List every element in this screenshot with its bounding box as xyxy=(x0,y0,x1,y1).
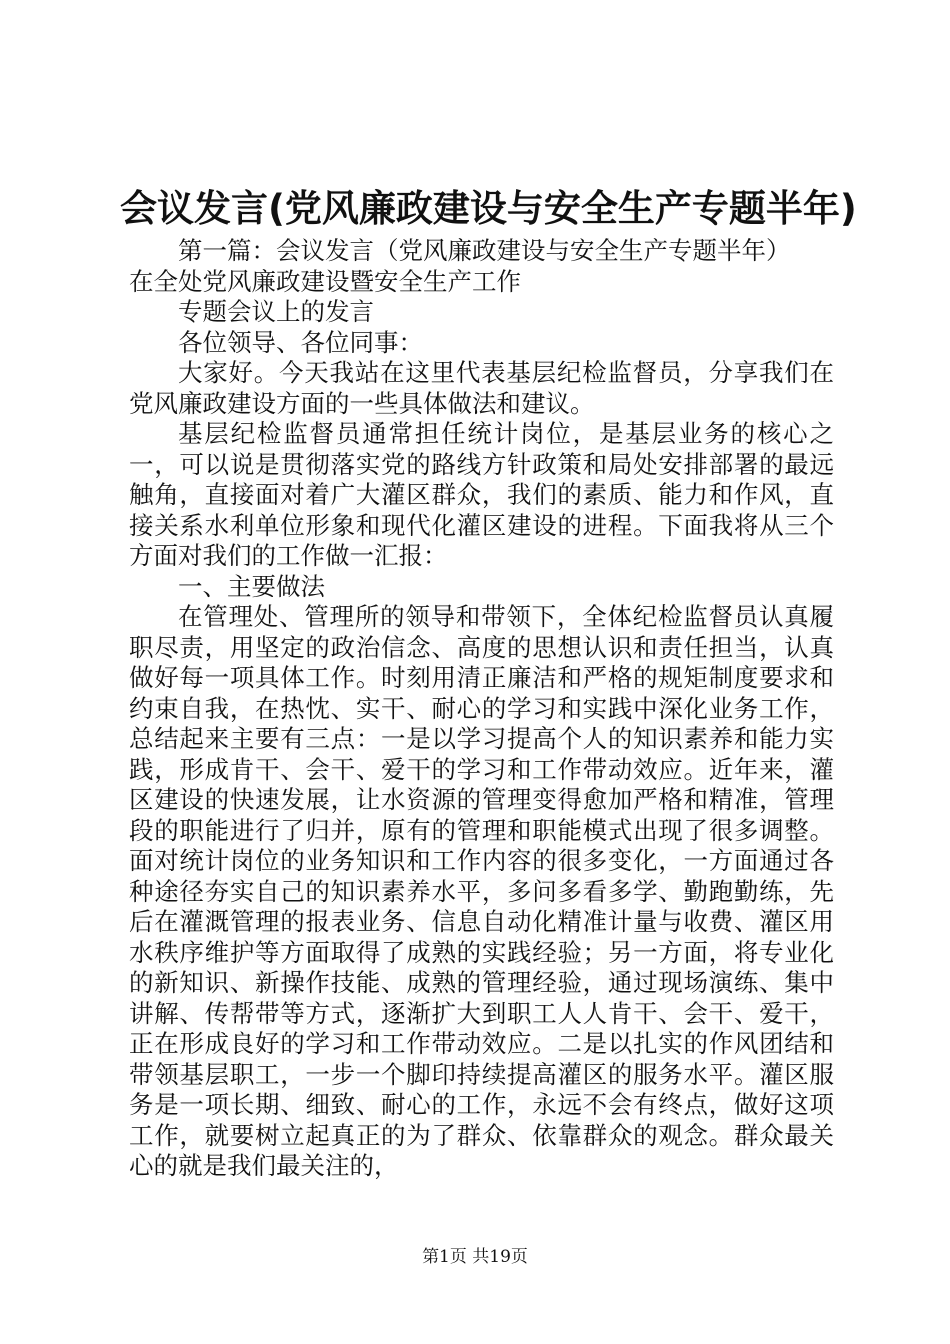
paragraph-subheading: 在全处党风廉政建设暨安全生产工作 xyxy=(129,266,521,296)
paragraph-section-heading: 一、主要做法 xyxy=(178,571,325,601)
paragraph-chapter-heading: 第一篇：会议发言（党风廉政建设与安全生产专题半年） xyxy=(178,236,791,265)
document-title: 会议发言(党风廉政建设与安全生产专题半年) xyxy=(120,187,857,230)
paragraph-salutation: 各位领导、各位同事： xyxy=(178,327,423,357)
paragraph-subheading-cont: 专题会议上的发言 xyxy=(178,297,374,326)
document-body xyxy=(129,236,834,1182)
page-number-footer: 第1页 共19页 xyxy=(422,1247,528,1267)
paragraph-main-body: 在管理处、管理所的领导和带领下，全体纪检监督员认真履职尽责，用坚定的政治信念、高度的思想认识和责任担当，认真做好每一项具体工作。时刻用清正廉洁和严格的规矩制度要求和约束自我，在热忱、实干、耐心的学习和实践中深化业务工作，总结起来主要有三点：一是以学习提高个人的知识素养和能力实践，形成肯干、会干、爱干的学习和工作带动效应。近年来，灌区建设的快速发展，让水资源的管理变得愈加严格和精准，管理段的职能进行了归并，原有的管理和职能模式出现了很多调整。面对统计岗位的业务知识和工作内容的很多变化，一方面通过各种途径夯实自己的知识素养水平，多问多看多学、勤跑勤练，先后在灌溉管理的报表业务、信息自动化精准计量与收费、灌区用水秩序维护等方面取得了成熟的实践经验；另一方面，将专业化的新知识、新操作技能、成熟的管理经验，通过现场演练、集中讲解、传帮带等方式，逐渐扩大到职工人人肯干、会干、爱干，正在形成良好的学习和工作带动效应。二是以扎实的作风团结和带领基层职工，一步一个脚印持续提高灌区的服务水平。灌区服务是一项长期、细致、耐心的工作，永远不会有终点，做好这项工作，就要树立起真正的为了群众、依靠群众的观念。群众最关心的就是我们最关注的， xyxy=(129,602,834,1180)
paragraph-intro: 基层纪检监督员通常担任统计岗位，是基层业务的核心之一，可以说是贯彻落实党的路线方针政策和局处安排部署的最远触角，直接面对着广大灌区群众，我们的素质、能力和作风，直接关系水利单位形象和现代化灌区建设的进程。下面我将从三个方面对我们的工作做一汇报： xyxy=(129,419,834,570)
paragraph-greeting: 大家好。今天我站在这里代表基层纪检监督员，分享我们在党风廉政建设方面的一些具体做法和建议。 xyxy=(129,358,834,418)
